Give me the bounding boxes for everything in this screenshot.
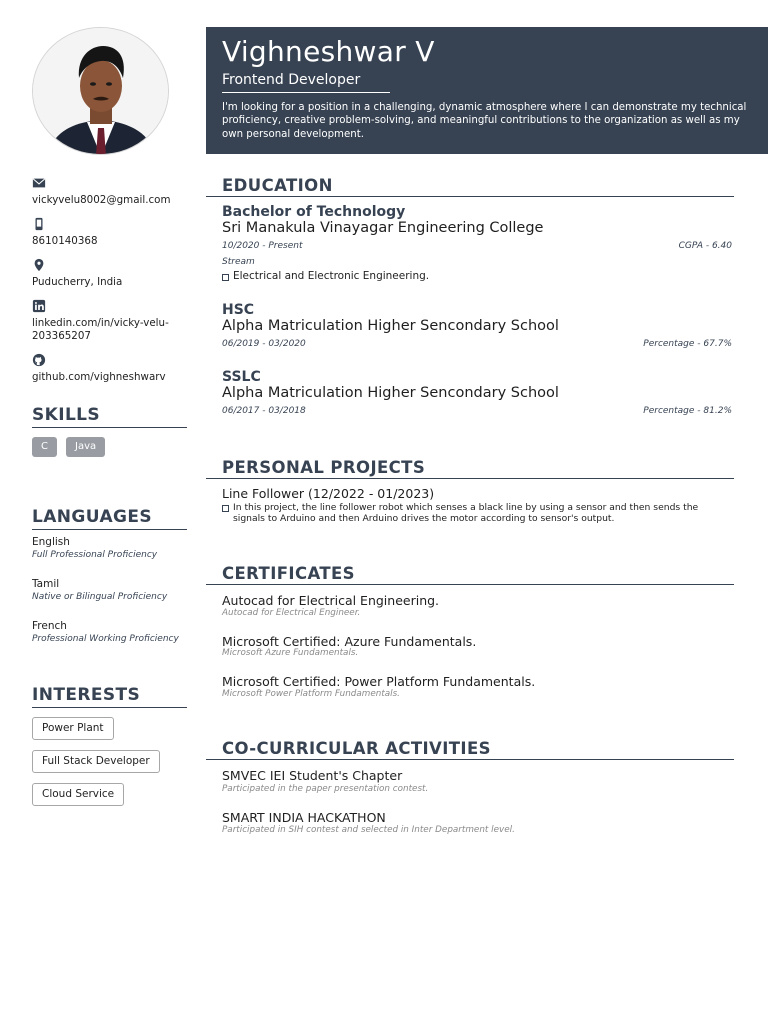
interest-tag: Cloud Service xyxy=(32,783,124,806)
language-level: Full Professional Proficiency xyxy=(32,550,158,560)
school-name: Alpha Matriculation Higher Sencondary School xyxy=(222,318,559,334)
degree-title: SSLC xyxy=(222,369,261,385)
contact-phone[interactable] xyxy=(32,217,98,248)
certificate-title: Microsoft Certified: Power Platform Fundamentals. xyxy=(222,674,536,689)
phone-icon xyxy=(32,217,48,233)
stream-value: Electrical and Electronic Engineering. xyxy=(222,270,429,282)
github-text: github.com/vighneshwarv xyxy=(32,371,166,383)
languages-heading: LANGUAGES xyxy=(32,507,187,530)
email-text: vickyvelu8002@gmail.com xyxy=(32,194,171,206)
phone-text: 8610140368 xyxy=(32,235,98,247)
summary-text: I'm looking for a position in a challenging, dynamic atmosphere where I can demonstrate my technical proficiency, creative problem-solving, and meaningful contributions to the organization as well as my own personal development. xyxy=(222,102,747,140)
activity-title: SMART INDIA HACKATHON xyxy=(222,810,386,825)
education-dates: 06/2017 - 03/2018 xyxy=(222,406,306,416)
person-portrait-icon xyxy=(33,28,169,155)
certificate-title: Autocad for Electrical Engineering. xyxy=(222,593,440,608)
education-heading: EDUCATION xyxy=(206,176,734,197)
interest-tag: Full Stack Developer xyxy=(32,750,160,773)
school-name: Alpha Matriculation Higher Sencondary School xyxy=(222,385,559,401)
project-description-line: signals to Arduino and then Arduino drives the motor according to sensor's output. xyxy=(233,513,615,524)
activity-description: Participated in the paper presentation contest. xyxy=(222,784,429,794)
candidate-role: Frontend Developer xyxy=(222,71,390,93)
certificate-description: Microsoft Azure Fundamentals. xyxy=(222,648,359,658)
header-banner xyxy=(206,27,768,154)
certificates-heading: CERTIFICATES xyxy=(206,564,734,585)
education-score: CGPA - 6.40 xyxy=(678,241,732,251)
project-description-line: In this project, the line follower robot which senses a black line by using a sensor and then sends the xyxy=(233,502,699,513)
certificate-title: Microsoft Certified: Azure Fundamentals. xyxy=(222,634,477,649)
contact-github[interactable] xyxy=(32,353,166,384)
project-description xyxy=(222,502,722,524)
contact-linkedin[interactable] xyxy=(32,299,169,343)
education-score: Percentage - 81.2% xyxy=(643,406,732,416)
candidate-name: Vighneshwar V xyxy=(222,35,435,68)
certificate-description: Autocad for Electrical Engineer. xyxy=(222,608,361,618)
projects-heading: PERSONAL PROJECTS xyxy=(206,458,734,479)
linkedin-text-line2: 203365207 xyxy=(32,330,91,342)
school-name: Sri Manakula Vinayagar Engineering College xyxy=(222,220,544,236)
language-name: French xyxy=(32,620,67,632)
education-dates: 10/2020 - Present xyxy=(222,241,303,251)
skills-heading: SKILLS xyxy=(32,405,187,428)
language-level: Professional Working Proficiency xyxy=(32,634,179,644)
activities-heading: CO-CURRICULAR ACTIVITIES xyxy=(206,739,734,760)
language-level: Native or Bilingual Proficiency xyxy=(32,592,168,602)
stream-label: Stream xyxy=(222,257,255,267)
activity-description: Participated in SIH contest and selected in Inter Department level. xyxy=(222,825,515,835)
profile-photo xyxy=(32,27,169,155)
language-name: Tamil xyxy=(32,578,60,590)
skill-tag: Java xyxy=(66,437,105,457)
contact-location xyxy=(32,258,122,289)
map-pin-icon xyxy=(32,258,48,274)
interests-heading: INTERESTS xyxy=(32,685,187,708)
education-dates: 06/2019 - 03/2020 xyxy=(222,339,306,349)
degree-title: Bachelor of Technology xyxy=(222,204,406,220)
language-name: English xyxy=(32,536,70,548)
project-title: Line Follower (12/2022 - 01/2023) xyxy=(222,486,435,501)
github-icon xyxy=(32,353,48,369)
activity-title: SMVEC IEI Student's Chapter xyxy=(222,768,403,783)
skill-tag: C xyxy=(32,437,57,457)
certificate-description: Microsoft Power Platform Fundamentals. xyxy=(222,689,400,699)
linkedin-icon xyxy=(32,299,48,315)
contact-email[interactable] xyxy=(32,176,171,207)
linkedin-text-line1: linkedin.com/in/vicky-velu- xyxy=(32,317,169,329)
envelope-icon xyxy=(32,176,48,192)
location-text: Puducherry, India xyxy=(32,276,123,288)
education-score: Percentage - 67.7% xyxy=(643,339,732,349)
interest-tag: Power Plant xyxy=(32,717,114,740)
degree-title: HSC xyxy=(222,302,255,318)
